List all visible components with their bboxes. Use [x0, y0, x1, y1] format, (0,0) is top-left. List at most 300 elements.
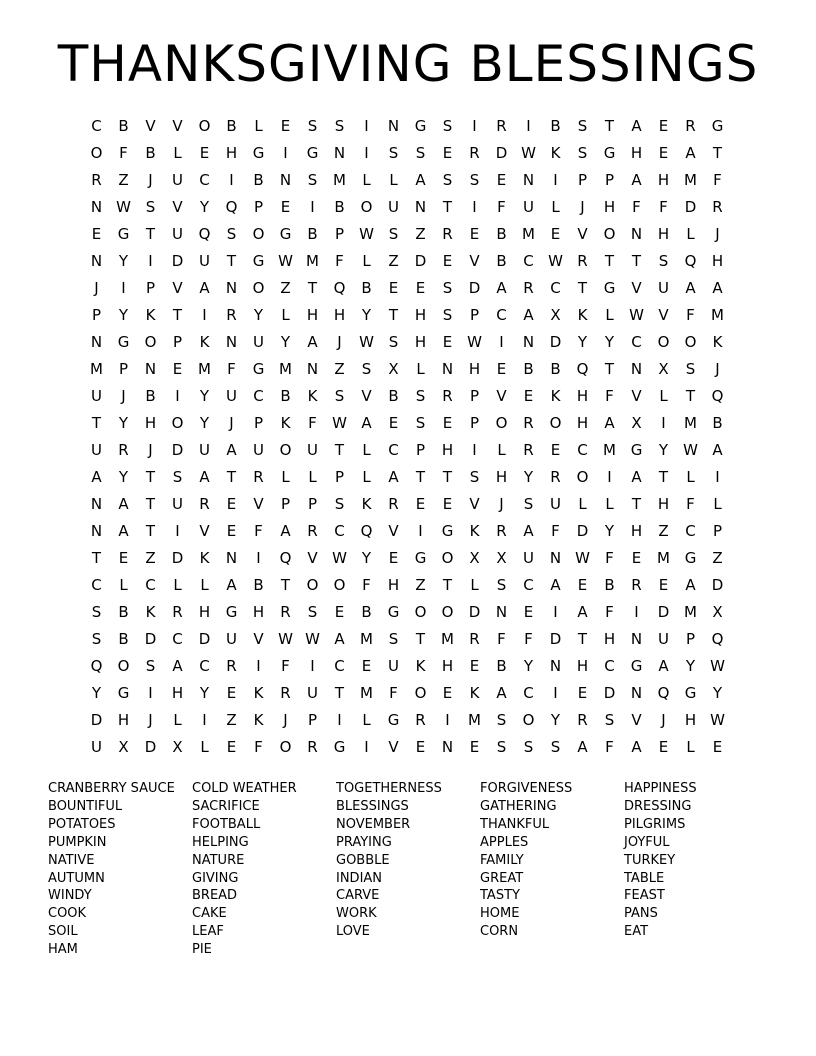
grid-letter: I [256, 657, 261, 675]
grid-letter: A [118, 495, 129, 513]
grid-letter: E [577, 684, 588, 702]
grid-letter: M [684, 171, 697, 189]
grid-letter: Z [658, 522, 669, 540]
grid-letter: E [172, 360, 183, 378]
word-list-item: HOME [480, 906, 520, 922]
grid-letter: A [118, 522, 129, 540]
grid-letter: H [144, 414, 157, 432]
grid-letter: M [360, 630, 373, 648]
grid-letter: E [442, 684, 453, 702]
grid-letter: Z [388, 252, 399, 270]
grid-letter: N [90, 333, 103, 351]
grid-letter: L [254, 117, 263, 135]
grid-letter: C [91, 117, 102, 135]
grid-letter: E [91, 225, 102, 243]
word-list-item: NATURE [192, 852, 245, 868]
grid-letter: P [712, 522, 723, 540]
grid-letter: L [362, 252, 371, 270]
grid-letter: V [307, 549, 318, 567]
grid-letter: F [713, 171, 722, 189]
grid-letter: S [307, 603, 318, 621]
grid-letter: V [145, 117, 156, 135]
grid-letter: X [712, 603, 723, 621]
grid-letter: N [549, 549, 562, 567]
grid-letter: S [388, 630, 399, 648]
grid-letter: E [226, 684, 237, 702]
grid-letter: I [283, 144, 288, 162]
grid-letter: R [172, 603, 183, 621]
grid-letter: S [388, 333, 399, 351]
grid-letter: Q [684, 252, 697, 270]
grid-letter: A [604, 414, 615, 432]
grid-letter: T [604, 252, 615, 270]
grid-letter: M [333, 171, 346, 189]
word-list-item: DRESSING [624, 798, 692, 814]
grid-letter: A [685, 576, 696, 594]
grid-letter: B [226, 117, 237, 135]
grid-letter: T [685, 387, 696, 405]
grid-letter: O [90, 144, 103, 162]
grid-letter: Y [118, 414, 129, 432]
grid-letter: I [445, 711, 450, 729]
grid-letter: L [281, 468, 290, 486]
grid-letter: I [364, 738, 369, 756]
grid-letter: R [685, 117, 696, 135]
grid-letter: U [550, 495, 561, 513]
grid-letter: S [496, 738, 507, 756]
grid-letter: P [469, 306, 480, 324]
grid-letter: V [658, 306, 669, 324]
grid-letter: N [495, 603, 508, 621]
grid-letter: R [388, 495, 399, 513]
grid-letter: H [441, 657, 454, 675]
grid-letter: B [523, 360, 534, 378]
grid-letter: F [605, 603, 614, 621]
grid-letter: W [332, 414, 347, 432]
grid-letter: U [172, 171, 183, 189]
grid-letter: T [415, 468, 426, 486]
grid-letter: I [148, 252, 153, 270]
grid-letter: F [551, 522, 560, 540]
grid-letter: W [305, 630, 320, 648]
grid-letter: C [91, 576, 102, 594]
grid-letter: B [118, 603, 129, 621]
grid-letter: J [94, 279, 99, 297]
grid-letter: S [523, 495, 534, 513]
grid-letter: V [361, 387, 372, 405]
grid-letter: E [199, 144, 210, 162]
grid-letter: R [280, 684, 291, 702]
grid-letter: S [334, 117, 345, 135]
grid-letter: R [253, 468, 264, 486]
grid-letter: G [279, 225, 292, 243]
grid-letter: B [496, 225, 507, 243]
grid-letter: I [337, 711, 342, 729]
grid-letter: Q [657, 684, 670, 702]
grid-letter: B [712, 414, 723, 432]
grid-letter: O [279, 738, 292, 756]
grid-letter: L [173, 711, 182, 729]
grid-letter: L [713, 495, 722, 513]
grid-letter: J [580, 198, 585, 216]
grid-letter: O [333, 576, 346, 594]
grid-letter: D [90, 711, 103, 729]
grid-letter: S [361, 360, 372, 378]
grid-letter: E [226, 495, 237, 513]
grid-letter: X [658, 360, 669, 378]
grid-letter: L [605, 495, 614, 513]
grid-letter: R [415, 711, 426, 729]
grid-letter: H [468, 360, 481, 378]
grid-letter: L [173, 576, 182, 594]
grid-letter: A [631, 468, 642, 486]
grid-letter: M [684, 603, 697, 621]
grid-letter: K [145, 306, 156, 324]
grid-letter: B [334, 198, 345, 216]
grid-letter: A [496, 279, 507, 297]
grid-letter: M [360, 684, 373, 702]
grid-letter: T [172, 306, 183, 324]
grid-letter: O [441, 549, 454, 567]
grid-letter: T [631, 252, 642, 270]
grid-letter: V [577, 225, 588, 243]
grid-letter: P [685, 630, 696, 648]
grid-letter: P [469, 387, 480, 405]
grid-letter: D [549, 333, 562, 351]
grid-letter: D [171, 441, 184, 459]
grid-letter: B [145, 387, 156, 405]
grid-letter: K [307, 387, 318, 405]
grid-letter: O [144, 333, 157, 351]
grid-letter: Y [685, 657, 696, 675]
grid-letter: J [229, 414, 234, 432]
grid-letter: B [118, 117, 129, 135]
grid-letter: A [496, 684, 507, 702]
grid-letter: R [442, 225, 453, 243]
grid-letter: O [198, 117, 211, 135]
grid-letter: T [145, 495, 156, 513]
grid-letter: S [334, 387, 345, 405]
grid-letter: M [198, 360, 211, 378]
grid-letter: Y [199, 414, 210, 432]
grid-letter: W [575, 549, 590, 567]
grid-letter: T [334, 684, 345, 702]
grid-letter: A [199, 279, 210, 297]
grid-letter: G [630, 441, 643, 459]
grid-letter: F [497, 630, 506, 648]
grid-letter: T [577, 630, 588, 648]
word-column [192, 780, 336, 959]
grid-letter: A [550, 576, 561, 594]
grid-letter: L [686, 468, 695, 486]
grid-letter: L [578, 495, 587, 513]
grid-letter: E [280, 198, 291, 216]
word-column [624, 780, 768, 959]
grid-letter: E [388, 279, 399, 297]
grid-letter: J [148, 711, 153, 729]
grid-letter: E [658, 117, 669, 135]
grid-letter: V [172, 198, 183, 216]
grid-letter: B [253, 171, 264, 189]
word-list-item: TOGETHERNESS [336, 781, 442, 796]
grid-letter: C [550, 279, 561, 297]
word-list-item: PIE [192, 942, 212, 958]
grid-letter: S [415, 144, 426, 162]
grid-letter: J [499, 495, 504, 513]
grid-letter: H [576, 414, 589, 432]
grid-letter: N [441, 738, 454, 756]
grid-letter: D [414, 252, 427, 270]
grid-letter: E [415, 279, 426, 297]
grid-letter: T [145, 225, 156, 243]
grid-letter: N [225, 333, 238, 351]
grid-letter: C [577, 441, 588, 459]
grid-letter: V [496, 387, 507, 405]
grid-letter: L [308, 468, 317, 486]
grid-letter: N [90, 198, 103, 216]
grid-letter: U [91, 387, 102, 405]
grid-letter: L [173, 144, 182, 162]
grid-letter: T [577, 279, 588, 297]
grid-letter: D [549, 630, 562, 648]
grid-letter: C [388, 441, 399, 459]
grid-letter: H [414, 306, 427, 324]
grid-letter: Q [90, 657, 103, 675]
grid-letter: X [118, 738, 129, 756]
grid-letter: A [631, 738, 642, 756]
grid-letter: I [175, 522, 180, 540]
grid-letter: R [631, 576, 642, 594]
grid-letter: Z [415, 225, 426, 243]
grid-letter: H [387, 576, 400, 594]
grid-letter: M [441, 630, 454, 648]
grid-letter: S [145, 198, 156, 216]
grid-letter: N [144, 360, 157, 378]
grid-letter: U [172, 495, 183, 513]
grid-letter: G [252, 144, 265, 162]
grid-letter: P [334, 468, 345, 486]
grid-letter: V [631, 711, 642, 729]
grid-letter: Z [712, 549, 723, 567]
grid-letter: R [577, 252, 588, 270]
grid-letter: J [148, 171, 153, 189]
grid-letter: S [469, 171, 480, 189]
grid-letter: I [607, 468, 612, 486]
grid-letter: N [630, 630, 643, 648]
grid-letter: E [550, 441, 561, 459]
grid-letter: H [630, 522, 643, 540]
word-list-item: HAPPINESS [624, 781, 697, 796]
grid-letter: F [686, 306, 695, 324]
word-list-item: CORN [480, 924, 519, 940]
grid-letter: U [388, 657, 399, 675]
grid-letter: Y [361, 306, 372, 324]
grid-letter: G [306, 144, 319, 162]
grid-letter: L [497, 441, 506, 459]
grid-letter: J [337, 333, 342, 351]
grid-letter: P [172, 333, 183, 351]
word-list-item: PUMPKIN [48, 834, 107, 850]
grid-letter: S [442, 279, 453, 297]
grid-letter: E [415, 495, 426, 513]
grid-letter: F [497, 198, 506, 216]
grid-letter: O [252, 225, 265, 243]
grid-letter: W [521, 144, 536, 162]
grid-letter: U [253, 441, 264, 459]
grid-letter: G [333, 738, 346, 756]
grid-letter: O [441, 603, 454, 621]
grid-letter: D [171, 252, 184, 270]
grid-letter: N [414, 198, 427, 216]
grid-letter: H [603, 198, 616, 216]
grid-letter: Q [576, 360, 589, 378]
grid-letter: P [145, 279, 156, 297]
grid-letter: E [658, 576, 669, 594]
grid-letter: I [553, 603, 558, 621]
grid-letter: U [226, 630, 237, 648]
grid-letter: L [362, 468, 371, 486]
puzzle-title: THANKSGIVING BLESSINGS [57, 35, 759, 93]
grid-letter: D [657, 603, 670, 621]
grid-letter: E [523, 603, 534, 621]
grid-letter: W [278, 252, 293, 270]
word-list-item: BOUNTIFUL [48, 798, 123, 814]
grid-letter: C [199, 171, 210, 189]
word-list-item: BREAD [192, 888, 238, 904]
grid-letter: R [226, 306, 237, 324]
grid-letter: E [415, 738, 426, 756]
grid-letter: O [549, 414, 562, 432]
grid-letter: K [469, 684, 480, 702]
grid-letter: Y [118, 306, 129, 324]
grid-letter: I [310, 198, 315, 216]
grid-letter: B [550, 360, 561, 378]
grid-letter: Y [361, 549, 372, 567]
grid-letter: E [118, 549, 129, 567]
grid-letter: D [603, 684, 616, 702]
grid-letter: N [306, 360, 319, 378]
grid-letter: T [226, 252, 237, 270]
grid-letter: A [631, 171, 642, 189]
grid-letter: G [711, 117, 724, 135]
grid-letter: B [550, 117, 561, 135]
grid-letter: P [307, 711, 318, 729]
grid-letter: C [253, 387, 264, 405]
grid-letter: N [630, 225, 643, 243]
grid-letter: S [496, 711, 507, 729]
grid-letter: X [496, 549, 507, 567]
grid-letter: Y [199, 684, 210, 702]
grid-letter: R [523, 441, 534, 459]
grid-letter: E [388, 549, 399, 567]
grid-letter: U [91, 738, 102, 756]
grid-letter: L [416, 360, 425, 378]
grid-letter: K [253, 684, 264, 702]
word-list-item: HAM [48, 942, 78, 958]
grid-letter: E [712, 738, 723, 756]
grid-letter: M [468, 711, 481, 729]
grid-letter: R [226, 657, 237, 675]
grid-letter: I [499, 333, 504, 351]
word-column [336, 780, 480, 959]
grid-letter: Q [198, 225, 211, 243]
grid-letter: B [253, 576, 264, 594]
grid-letter: E [442, 333, 453, 351]
grid-letter: E [496, 171, 507, 189]
word-list-item: COLD WEATHER [192, 781, 297, 796]
grid-letter: W [710, 657, 725, 675]
grid-letter: P [415, 441, 426, 459]
grid-letter: A [523, 522, 534, 540]
grid-letter: H [198, 603, 211, 621]
word-list-item: CRANBERRY SAUCE [48, 781, 175, 796]
grid-letter: Y [523, 468, 534, 486]
grid-letter: U [253, 333, 264, 351]
grid-letter: D [198, 630, 211, 648]
grid-letter: A [415, 171, 426, 189]
grid-letter: P [280, 495, 291, 513]
grid-letter: E [334, 603, 345, 621]
grid-letter: R [496, 522, 507, 540]
grid-letter: H [171, 684, 184, 702]
grid-letter: S [685, 360, 696, 378]
grid-letter: W [278, 630, 293, 648]
grid-letter: C [523, 684, 534, 702]
grid-letter: K [199, 333, 210, 351]
word-list-item: CAKE [192, 906, 227, 922]
grid-letter: P [118, 360, 129, 378]
grid-letter: C [496, 306, 507, 324]
grid-letter: Y [658, 441, 669, 459]
grid-letter: L [605, 306, 614, 324]
grid-letter: T [91, 549, 102, 567]
grid-letter: N [279, 171, 292, 189]
word-list-item: GREAT [480, 870, 524, 886]
grid-letter: N [630, 684, 643, 702]
grid-letter: Z [280, 279, 291, 297]
grid-letter: Y [577, 333, 588, 351]
word-list-item: FOOTBALL [192, 816, 261, 832]
grid-letter: J [715, 225, 720, 243]
grid-letter: P [469, 414, 480, 432]
grid-letter: H [252, 603, 265, 621]
grid-letter: E [631, 549, 642, 567]
grid-letter: O [576, 468, 589, 486]
grid-letter: B [496, 252, 507, 270]
grid-letter: I [715, 468, 720, 486]
word-list-item: EAT [624, 924, 649, 940]
grid-letter: D [144, 738, 157, 756]
grid-letter: E [469, 657, 480, 675]
grid-letter: G [387, 711, 400, 729]
grid-letter: I [634, 603, 639, 621]
grid-letter: M [684, 414, 697, 432]
grid-letter: C [523, 576, 534, 594]
grid-letter: O [306, 576, 319, 594]
grid-letter: C [199, 657, 210, 675]
grid-letter: A [631, 117, 642, 135]
grid-letter: H [711, 252, 724, 270]
grid-letter: Z [415, 576, 426, 594]
grid-letter: S [658, 252, 669, 270]
grid-letter: N [90, 522, 103, 540]
word-list-item: FORGIVENESS [480, 781, 573, 796]
grid-letter: S [172, 468, 183, 486]
word-list [48, 780, 768, 959]
grid-letter: L [470, 576, 479, 594]
grid-letter: L [281, 306, 290, 324]
grid-letter: H [117, 711, 130, 729]
